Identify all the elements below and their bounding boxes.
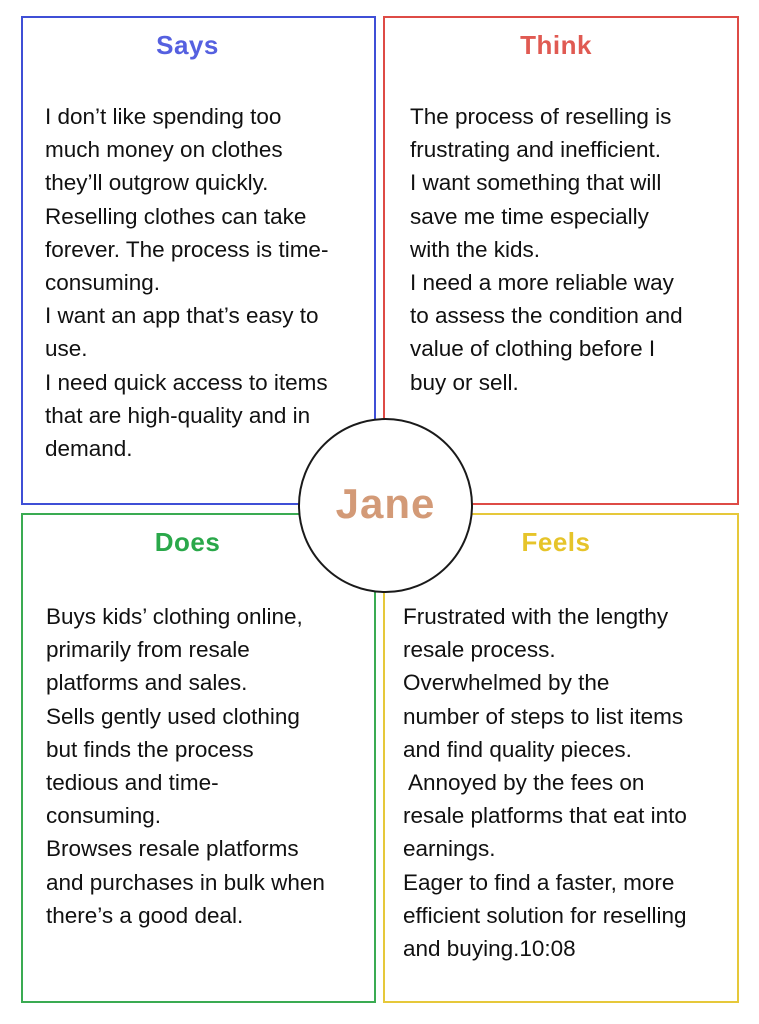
think-quadrant	[383, 16, 739, 505]
persona-name: Jane	[335, 479, 436, 527]
think-line: I need a more reliable way	[410, 270, 674, 296]
does-line: consuming.	[46, 803, 162, 829]
does-line: primarily from resale	[46, 637, 250, 663]
feels-line: number of steps to list items	[403, 703, 684, 729]
feels-line: and buying.10:08	[403, 936, 576, 962]
says-line: use.	[45, 336, 88, 362]
feels-quadrant	[383, 513, 739, 1003]
says-line: I need quick access to items	[45, 369, 328, 395]
feels-line: resale process.	[403, 637, 556, 663]
think-title: Think	[520, 30, 592, 60]
does-quadrant	[21, 513, 376, 1003]
says-line: forever. The process is time-	[45, 236, 329, 262]
think-line: The process of reselling is	[410, 104, 672, 129]
think-line: to assess the condition and	[410, 303, 683, 329]
think-line: frustrating and inefficient.	[410, 137, 661, 163]
says-line: demand.	[45, 436, 133, 462]
does-line: tedious and time-	[46, 770, 219, 796]
does-line: but finds the process	[46, 736, 254, 762]
feels-title: Feels	[521, 527, 591, 557]
does-line: Browses resale platforms	[46, 836, 299, 862]
says-line: I don’t like spending too	[45, 104, 282, 129]
says-line: that are high-quality and in	[45, 402, 311, 428]
does-line: and purchases in bulk when	[46, 869, 325, 895]
think-line: I want something that will	[410, 170, 662, 196]
feels-line: and find quality pieces.	[403, 736, 632, 762]
think-line: buy or sell.	[410, 369, 519, 395]
persona-circle	[298, 418, 473, 593]
says-line: I want an app that’s easy to	[45, 303, 319, 329]
feels-line: resale platforms that eat into	[403, 803, 687, 829]
says-lines	[45, 100, 328, 465]
does-lines	[46, 600, 325, 932]
says-quadrant	[21, 16, 376, 505]
says-line: they’ll outgrow quickly.	[45, 170, 269, 196]
does-line: there’s a good deal.	[46, 902, 244, 928]
think-line: value of clothing before I	[410, 336, 656, 362]
says-line: Reselling clothes can take	[45, 203, 307, 229]
feels-line: Annoyed by the fees on	[403, 770, 645, 796]
feels-lines	[403, 600, 687, 965]
does-line: Sells gently used clothing	[46, 703, 300, 729]
feels-line: Frustrated with the lengthy	[403, 604, 669, 629]
says-title: Says	[156, 30, 219, 60]
says-line: much money on clothes	[45, 137, 283, 163]
does-line: Buys kids’ clothing online,	[46, 604, 303, 629]
does-line: platforms and sales.	[46, 670, 248, 696]
does-title: Does	[154, 527, 221, 557]
think-lines	[410, 100, 683, 399]
feels-line: Overwhelmed by the	[403, 670, 610, 696]
think-line: with the kids.	[410, 236, 541, 262]
feels-line: earnings.	[403, 836, 496, 862]
feels-line: efficient solution for reselling	[403, 902, 687, 928]
feels-line: Eager to find a faster, more	[403, 869, 675, 895]
think-line: save me time especially	[410, 203, 649, 229]
says-line: consuming.	[45, 270, 161, 296]
